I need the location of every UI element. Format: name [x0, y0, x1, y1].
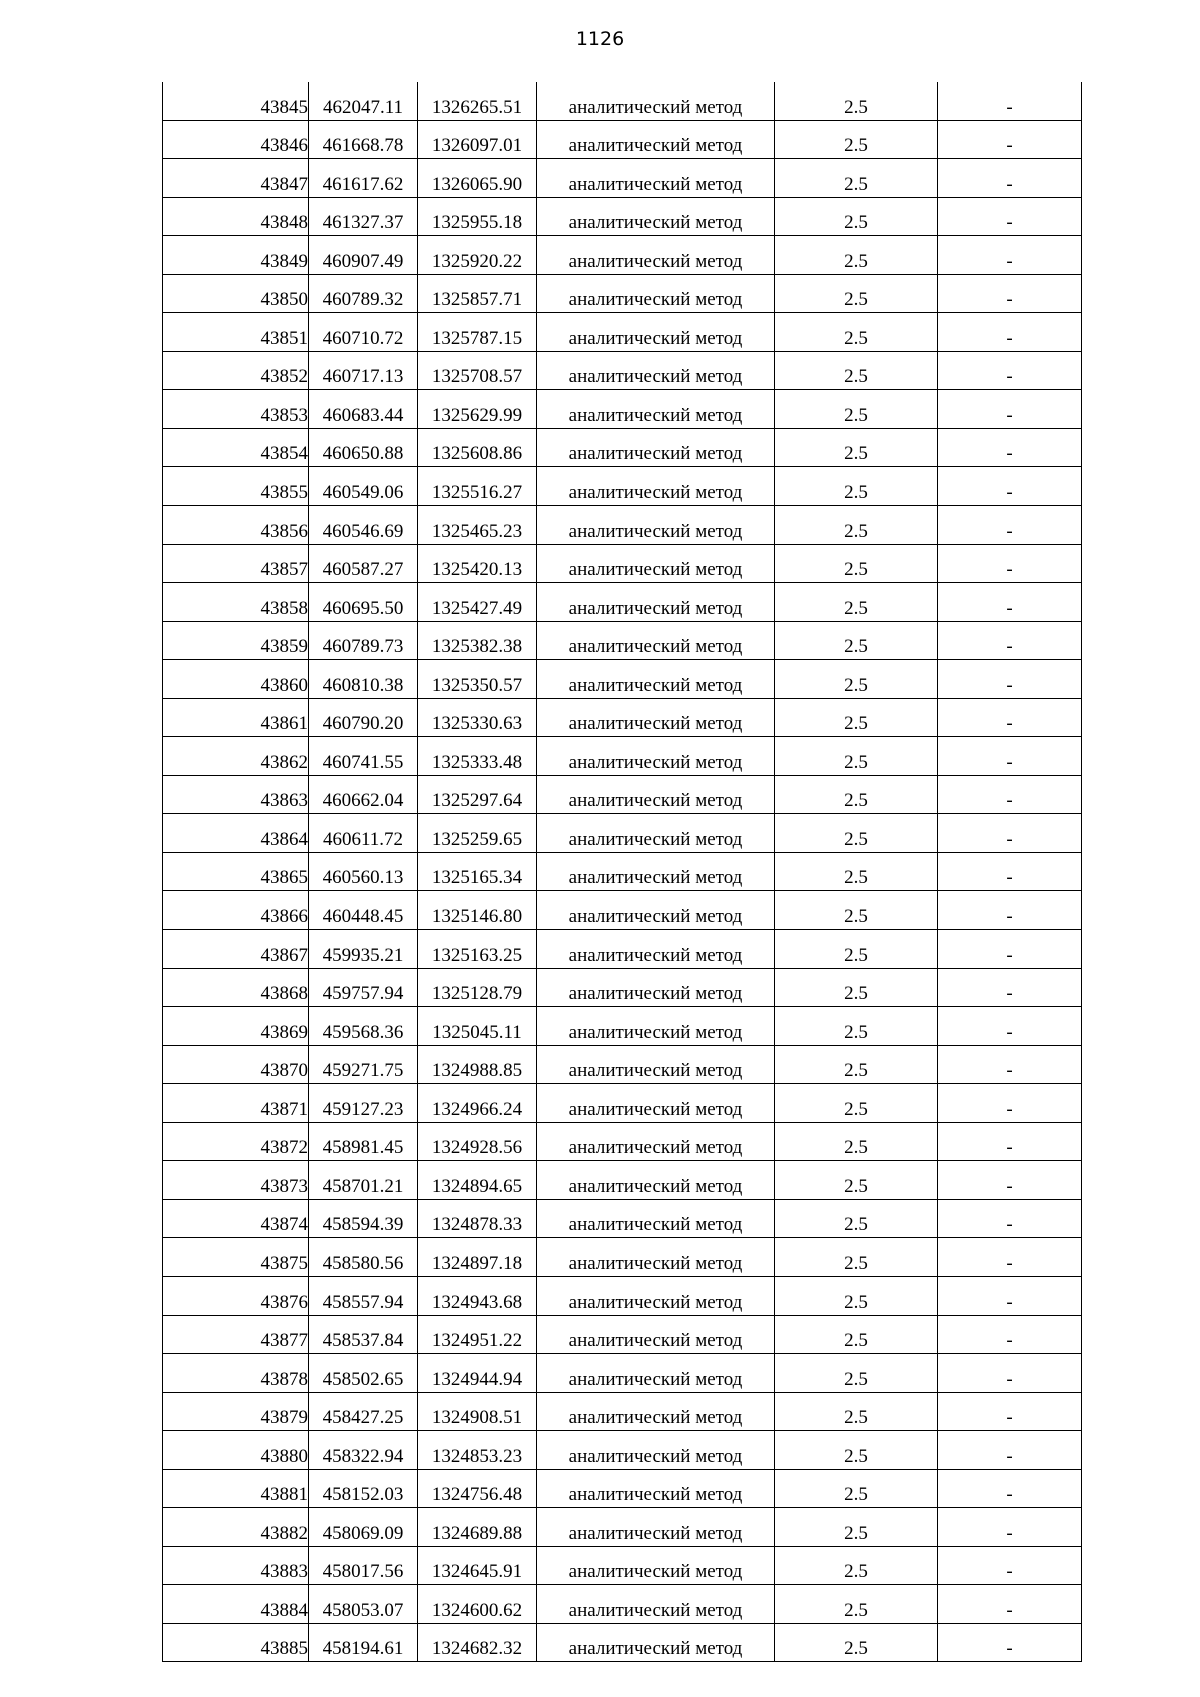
point-number-cell: 43870 — [163, 1045, 309, 1084]
coordinates-table — [162, 82, 1082, 1662]
point-number-cell: 43876 — [163, 1276, 309, 1315]
point-number-cell: 43848 — [163, 197, 309, 236]
table-row — [163, 120, 1082, 159]
table-row — [163, 852, 1082, 891]
note-cell: - — [938, 274, 1082, 313]
x-coordinate-cell: 458701.21 — [309, 1161, 418, 1200]
table-row — [163, 1161, 1082, 1200]
method-cell: аналитический метод — [537, 930, 775, 969]
method-cell: аналитический метод — [537, 1161, 775, 1200]
table-row — [163, 1431, 1082, 1470]
method-cell: аналитический метод — [537, 82, 775, 120]
note-cell: - — [938, 1007, 1082, 1046]
y-coordinate-cell: 1325382.38 — [418, 621, 537, 660]
method-cell: аналитический метод — [537, 621, 775, 660]
point-number-cell: 43862 — [163, 737, 309, 776]
y-coordinate-cell: 1324908.51 — [418, 1392, 537, 1431]
x-coordinate-cell: 460810.38 — [309, 660, 418, 699]
table-row — [163, 313, 1082, 352]
table-row — [163, 583, 1082, 622]
method-cell: аналитический метод — [537, 467, 775, 506]
y-coordinate-cell: 1325629.99 — [418, 390, 537, 429]
note-cell: - — [938, 1084, 1082, 1123]
x-coordinate-cell: 460560.13 — [309, 852, 418, 891]
table-row — [163, 506, 1082, 545]
method-cell: аналитический метод — [537, 891, 775, 930]
method-cell: аналитический метод — [537, 660, 775, 699]
method-cell: аналитический метод — [537, 1084, 775, 1123]
table-row — [163, 968, 1082, 1007]
method-cell: аналитический метод — [537, 698, 775, 737]
point-number-cell: 43847 — [163, 159, 309, 198]
point-number-cell: 43860 — [163, 660, 309, 699]
x-coordinate-cell: 458557.94 — [309, 1276, 418, 1315]
note-cell: - — [938, 506, 1082, 545]
x-coordinate-cell: 458981.45 — [309, 1122, 418, 1161]
accuracy-cell: 2.5 — [775, 159, 938, 198]
accuracy-cell: 2.5 — [775, 930, 938, 969]
y-coordinate-cell: 1325128.79 — [418, 968, 537, 1007]
table-row — [163, 1585, 1082, 1624]
method-cell: аналитический метод — [537, 1315, 775, 1354]
accuracy-cell: 2.5 — [775, 1431, 938, 1470]
table-row — [163, 1546, 1082, 1585]
method-cell: аналитический метод — [537, 1623, 775, 1662]
method-cell: аналитический метод — [537, 159, 775, 198]
point-number-cell: 43854 — [163, 428, 309, 467]
method-cell: аналитический метод — [537, 583, 775, 622]
x-coordinate-cell: 460683.44 — [309, 390, 418, 429]
x-coordinate-cell: 460789.73 — [309, 621, 418, 660]
table-row — [163, 1469, 1082, 1508]
accuracy-cell: 2.5 — [775, 968, 938, 1007]
accuracy-cell: 2.5 — [775, 428, 938, 467]
x-coordinate-cell: 460710.72 — [309, 313, 418, 352]
accuracy-cell: 2.5 — [775, 1199, 938, 1238]
y-coordinate-cell: 1325608.86 — [418, 428, 537, 467]
note-cell: - — [938, 351, 1082, 390]
accuracy-cell: 2.5 — [775, 1585, 938, 1624]
method-cell: аналитический метод — [537, 968, 775, 1007]
point-number-cell: 43878 — [163, 1354, 309, 1393]
table-row — [163, 274, 1082, 313]
table-row — [163, 351, 1082, 390]
note-cell: - — [938, 1392, 1082, 1431]
accuracy-cell: 2.5 — [775, 814, 938, 853]
table-row — [163, 1199, 1082, 1238]
accuracy-cell: 2.5 — [775, 197, 938, 236]
note-cell: - — [938, 852, 1082, 891]
point-number-cell: 43871 — [163, 1084, 309, 1123]
method-cell: аналитический метод — [537, 1431, 775, 1470]
table-row — [163, 1623, 1082, 1662]
note-cell: - — [938, 1469, 1082, 1508]
method-cell: аналитический метод — [537, 351, 775, 390]
note-cell: - — [938, 1585, 1082, 1624]
point-number-cell: 43872 — [163, 1122, 309, 1161]
method-cell: аналитический метод — [537, 1045, 775, 1084]
y-coordinate-cell: 1325330.63 — [418, 698, 537, 737]
accuracy-cell: 2.5 — [775, 313, 938, 352]
y-coordinate-cell: 1325427.49 — [418, 583, 537, 622]
x-coordinate-cell: 459757.94 — [309, 968, 418, 1007]
table-row — [163, 621, 1082, 660]
note-cell: - — [938, 1508, 1082, 1547]
y-coordinate-cell: 1324682.32 — [418, 1623, 537, 1662]
x-coordinate-cell: 460907.49 — [309, 236, 418, 275]
y-coordinate-cell: 1324897.18 — [418, 1238, 537, 1277]
accuracy-cell: 2.5 — [775, 1122, 938, 1161]
accuracy-cell: 2.5 — [775, 1276, 938, 1315]
point-number-cell: 43866 — [163, 891, 309, 930]
table-row — [163, 775, 1082, 814]
note-cell: - — [938, 775, 1082, 814]
table-row — [163, 1315, 1082, 1354]
table-row — [163, 82, 1082, 120]
y-coordinate-cell: 1324756.48 — [418, 1469, 537, 1508]
method-cell: аналитический метод — [537, 313, 775, 352]
accuracy-cell: 2.5 — [775, 583, 938, 622]
x-coordinate-cell: 460662.04 — [309, 775, 418, 814]
point-number-cell: 43882 — [163, 1508, 309, 1547]
point-number-cell: 43859 — [163, 621, 309, 660]
method-cell: аналитический метод — [537, 120, 775, 159]
point-number-cell: 43858 — [163, 583, 309, 622]
point-number-cell: 43868 — [163, 968, 309, 1007]
table-row — [163, 1084, 1082, 1123]
method-cell: аналитический метод — [537, 506, 775, 545]
accuracy-cell: 2.5 — [775, 120, 938, 159]
y-coordinate-cell: 1325420.13 — [418, 544, 537, 583]
point-number-cell: 43865 — [163, 852, 309, 891]
table-row — [163, 1354, 1082, 1393]
method-cell: аналитический метод — [537, 197, 775, 236]
point-number-cell: 43875 — [163, 1238, 309, 1277]
table-row — [163, 236, 1082, 275]
y-coordinate-cell: 1325297.64 — [418, 775, 537, 814]
method-cell: аналитический метод — [537, 737, 775, 776]
point-number-cell: 43881 — [163, 1469, 309, 1508]
point-number-cell: 43853 — [163, 390, 309, 429]
method-cell: аналитический метод — [537, 852, 775, 891]
note-cell: - — [938, 891, 1082, 930]
note-cell: - — [938, 467, 1082, 506]
note-cell: - — [938, 82, 1082, 120]
table-row — [163, 467, 1082, 506]
note-cell: - — [938, 159, 1082, 198]
table-row — [163, 1007, 1082, 1046]
x-coordinate-cell: 458594.39 — [309, 1199, 418, 1238]
accuracy-cell: 2.5 — [775, 1238, 938, 1277]
table-body — [163, 82, 1082, 1662]
method-cell: аналитический метод — [537, 814, 775, 853]
point-number-cell: 43855 — [163, 467, 309, 506]
x-coordinate-cell: 459568.36 — [309, 1007, 418, 1046]
point-number-cell: 43883 — [163, 1546, 309, 1585]
table-row — [163, 1392, 1082, 1431]
y-coordinate-cell: 1325146.80 — [418, 891, 537, 930]
point-number-cell: 43852 — [163, 351, 309, 390]
table-row — [163, 930, 1082, 969]
method-cell: аналитический метод — [537, 1238, 775, 1277]
accuracy-cell: 2.5 — [775, 737, 938, 776]
y-coordinate-cell: 1324894.65 — [418, 1161, 537, 1200]
y-coordinate-cell: 1324966.24 — [418, 1084, 537, 1123]
table-row — [163, 891, 1082, 930]
y-coordinate-cell: 1325920.22 — [418, 236, 537, 275]
x-coordinate-cell: 458017.56 — [309, 1546, 418, 1585]
point-number-cell: 43845 — [163, 82, 309, 120]
accuracy-cell: 2.5 — [775, 506, 938, 545]
note-cell: - — [938, 698, 1082, 737]
point-number-cell: 43869 — [163, 1007, 309, 1046]
accuracy-cell: 2.5 — [775, 1007, 938, 1046]
note-cell: - — [938, 1431, 1082, 1470]
table-row — [163, 814, 1082, 853]
note-cell: - — [938, 968, 1082, 1007]
accuracy-cell: 2.5 — [775, 1546, 938, 1585]
y-coordinate-cell: 1325955.18 — [418, 197, 537, 236]
note-cell: - — [938, 1199, 1082, 1238]
x-coordinate-cell: 460790.20 — [309, 698, 418, 737]
point-number-cell: 43863 — [163, 775, 309, 814]
x-coordinate-cell: 458053.07 — [309, 1585, 418, 1624]
table-row — [163, 737, 1082, 776]
method-cell: аналитический метод — [537, 428, 775, 467]
y-coordinate-cell: 1324853.23 — [418, 1431, 537, 1470]
accuracy-cell: 2.5 — [775, 1084, 938, 1123]
x-coordinate-cell: 460448.45 — [309, 891, 418, 930]
method-cell: аналитический метод — [537, 1469, 775, 1508]
method-cell: аналитический метод — [537, 544, 775, 583]
note-cell: - — [938, 1276, 1082, 1315]
accuracy-cell: 2.5 — [775, 775, 938, 814]
accuracy-cell: 2.5 — [775, 1315, 938, 1354]
note-cell: - — [938, 544, 1082, 583]
note-cell: - — [938, 583, 1082, 622]
note-cell: - — [938, 930, 1082, 969]
table-row — [163, 544, 1082, 583]
method-cell: аналитический метод — [537, 390, 775, 429]
y-coordinate-cell: 1325516.27 — [418, 467, 537, 506]
accuracy-cell: 2.5 — [775, 1469, 938, 1508]
method-cell: аналитический метод — [537, 1392, 775, 1431]
point-number-cell: 43884 — [163, 1585, 309, 1624]
x-coordinate-cell: 460717.13 — [309, 351, 418, 390]
note-cell: - — [938, 197, 1082, 236]
y-coordinate-cell: 1325163.25 — [418, 930, 537, 969]
y-coordinate-cell: 1324689.88 — [418, 1508, 537, 1547]
accuracy-cell: 2.5 — [775, 1392, 938, 1431]
table-row — [163, 698, 1082, 737]
y-coordinate-cell: 1324951.22 — [418, 1315, 537, 1354]
x-coordinate-cell: 461668.78 — [309, 120, 418, 159]
x-coordinate-cell: 459935.21 — [309, 930, 418, 969]
y-coordinate-cell: 1325708.57 — [418, 351, 537, 390]
method-cell: аналитический метод — [537, 1508, 775, 1547]
x-coordinate-cell: 459127.23 — [309, 1084, 418, 1123]
note-cell: - — [938, 621, 1082, 660]
y-coordinate-cell: 1324944.94 — [418, 1354, 537, 1393]
note-cell: - — [938, 236, 1082, 275]
method-cell: аналитический метод — [537, 1199, 775, 1238]
point-number-cell: 43857 — [163, 544, 309, 583]
accuracy-cell: 2.5 — [775, 1045, 938, 1084]
y-coordinate-cell: 1325350.57 — [418, 660, 537, 699]
point-number-cell: 43879 — [163, 1392, 309, 1431]
table-row — [163, 1276, 1082, 1315]
method-cell: аналитический метод — [537, 1354, 775, 1393]
y-coordinate-cell: 1326265.51 — [418, 82, 537, 120]
accuracy-cell: 2.5 — [775, 852, 938, 891]
x-coordinate-cell: 458537.84 — [309, 1315, 418, 1354]
x-coordinate-cell: 460587.27 — [309, 544, 418, 583]
note-cell: - — [938, 1161, 1082, 1200]
point-number-cell: 43849 — [163, 236, 309, 275]
method-cell: аналитический метод — [537, 1007, 775, 1046]
x-coordinate-cell: 461617.62 — [309, 159, 418, 198]
y-coordinate-cell: 1325465.23 — [418, 506, 537, 545]
y-coordinate-cell: 1325259.65 — [418, 814, 537, 853]
y-coordinate-cell: 1324878.33 — [418, 1199, 537, 1238]
y-coordinate-cell: 1324988.85 — [418, 1045, 537, 1084]
table-row — [163, 1508, 1082, 1547]
table-row — [163, 197, 1082, 236]
method-cell: аналитический метод — [537, 1585, 775, 1624]
accuracy-cell: 2.5 — [775, 1354, 938, 1393]
accuracy-cell: 2.5 — [775, 274, 938, 313]
accuracy-cell: 2.5 — [775, 698, 938, 737]
note-cell: - — [938, 737, 1082, 776]
point-number-cell: 43885 — [163, 1623, 309, 1662]
note-cell: - — [938, 1045, 1082, 1084]
point-number-cell: 43873 — [163, 1161, 309, 1200]
x-coordinate-cell: 460611.72 — [309, 814, 418, 853]
method-cell: аналитический метод — [537, 1546, 775, 1585]
point-number-cell: 43861 — [163, 698, 309, 737]
method-cell: аналитический метод — [537, 1122, 775, 1161]
accuracy-cell: 2.5 — [775, 467, 938, 506]
table-row — [163, 159, 1082, 198]
point-number-cell: 43880 — [163, 1431, 309, 1470]
accuracy-cell: 2.5 — [775, 351, 938, 390]
point-number-cell: 43864 — [163, 814, 309, 853]
y-coordinate-cell: 1326065.90 — [418, 159, 537, 198]
note-cell: - — [938, 1354, 1082, 1393]
y-coordinate-cell: 1325045.11 — [418, 1007, 537, 1046]
y-coordinate-cell: 1325165.34 — [418, 852, 537, 891]
accuracy-cell: 2.5 — [775, 621, 938, 660]
page-number: 1126 — [575, 28, 625, 50]
x-coordinate-cell: 458152.03 — [309, 1469, 418, 1508]
accuracy-cell: 2.5 — [775, 891, 938, 930]
table-row — [163, 1238, 1082, 1277]
x-coordinate-cell: 460789.32 — [309, 274, 418, 313]
point-number-cell: 43850 — [163, 274, 309, 313]
method-cell: аналитический метод — [537, 775, 775, 814]
y-coordinate-cell: 1324645.91 — [418, 1546, 537, 1585]
table-row — [163, 428, 1082, 467]
point-number-cell: 43877 — [163, 1315, 309, 1354]
point-number-cell: 43856 — [163, 506, 309, 545]
x-coordinate-cell: 458580.56 — [309, 1238, 418, 1277]
y-coordinate-cell: 1325333.48 — [418, 737, 537, 776]
x-coordinate-cell: 460695.50 — [309, 583, 418, 622]
y-coordinate-cell: 1325857.71 — [418, 274, 537, 313]
note-cell: - — [938, 1238, 1082, 1277]
x-coordinate-cell: 462047.11 — [309, 82, 418, 120]
note-cell: - — [938, 428, 1082, 467]
accuracy-cell: 2.5 — [775, 1508, 938, 1547]
x-coordinate-cell: 458427.25 — [309, 1392, 418, 1431]
x-coordinate-cell: 459271.75 — [309, 1045, 418, 1084]
note-cell: - — [938, 814, 1082, 853]
point-number-cell: 43867 — [163, 930, 309, 969]
accuracy-cell: 2.5 — [775, 1623, 938, 1662]
x-coordinate-cell: 460741.55 — [309, 737, 418, 776]
note-cell: - — [938, 120, 1082, 159]
note-cell: - — [938, 390, 1082, 429]
method-cell: аналитический метод — [537, 1276, 775, 1315]
x-coordinate-cell: 460549.06 — [309, 467, 418, 506]
y-coordinate-cell: 1324928.56 — [418, 1122, 537, 1161]
method-cell: аналитический метод — [537, 274, 775, 313]
note-cell: - — [938, 660, 1082, 699]
accuracy-cell: 2.5 — [775, 1161, 938, 1200]
point-number-cell: 43874 — [163, 1199, 309, 1238]
note-cell: - — [938, 1623, 1082, 1662]
y-coordinate-cell: 1324600.62 — [418, 1585, 537, 1624]
x-coordinate-cell: 458194.61 — [309, 1623, 418, 1662]
x-coordinate-cell: 458322.94 — [309, 1431, 418, 1470]
table-row — [163, 1045, 1082, 1084]
table-row — [163, 1122, 1082, 1161]
x-coordinate-cell: 460546.69 — [309, 506, 418, 545]
table-row — [163, 660, 1082, 699]
x-coordinate-cell: 461327.37 — [309, 197, 418, 236]
point-number-cell: 43846 — [163, 120, 309, 159]
note-cell: - — [938, 313, 1082, 352]
accuracy-cell: 2.5 — [775, 660, 938, 699]
note-cell: - — [938, 1122, 1082, 1161]
accuracy-cell: 2.5 — [775, 390, 938, 429]
accuracy-cell: 2.5 — [775, 82, 938, 120]
accuracy-cell: 2.5 — [775, 236, 938, 275]
y-coordinate-cell: 1324943.68 — [418, 1276, 537, 1315]
x-coordinate-cell: 458502.65 — [309, 1354, 418, 1393]
y-coordinate-cell: 1325787.15 — [418, 313, 537, 352]
table-row — [163, 390, 1082, 429]
note-cell: - — [938, 1546, 1082, 1585]
accuracy-cell: 2.5 — [775, 544, 938, 583]
point-number-cell: 43851 — [163, 313, 309, 352]
x-coordinate-cell: 458069.09 — [309, 1508, 418, 1547]
y-coordinate-cell: 1326097.01 — [418, 120, 537, 159]
method-cell: аналитический метод — [537, 236, 775, 275]
note-cell: - — [938, 1315, 1082, 1354]
x-coordinate-cell: 460650.88 — [309, 428, 418, 467]
